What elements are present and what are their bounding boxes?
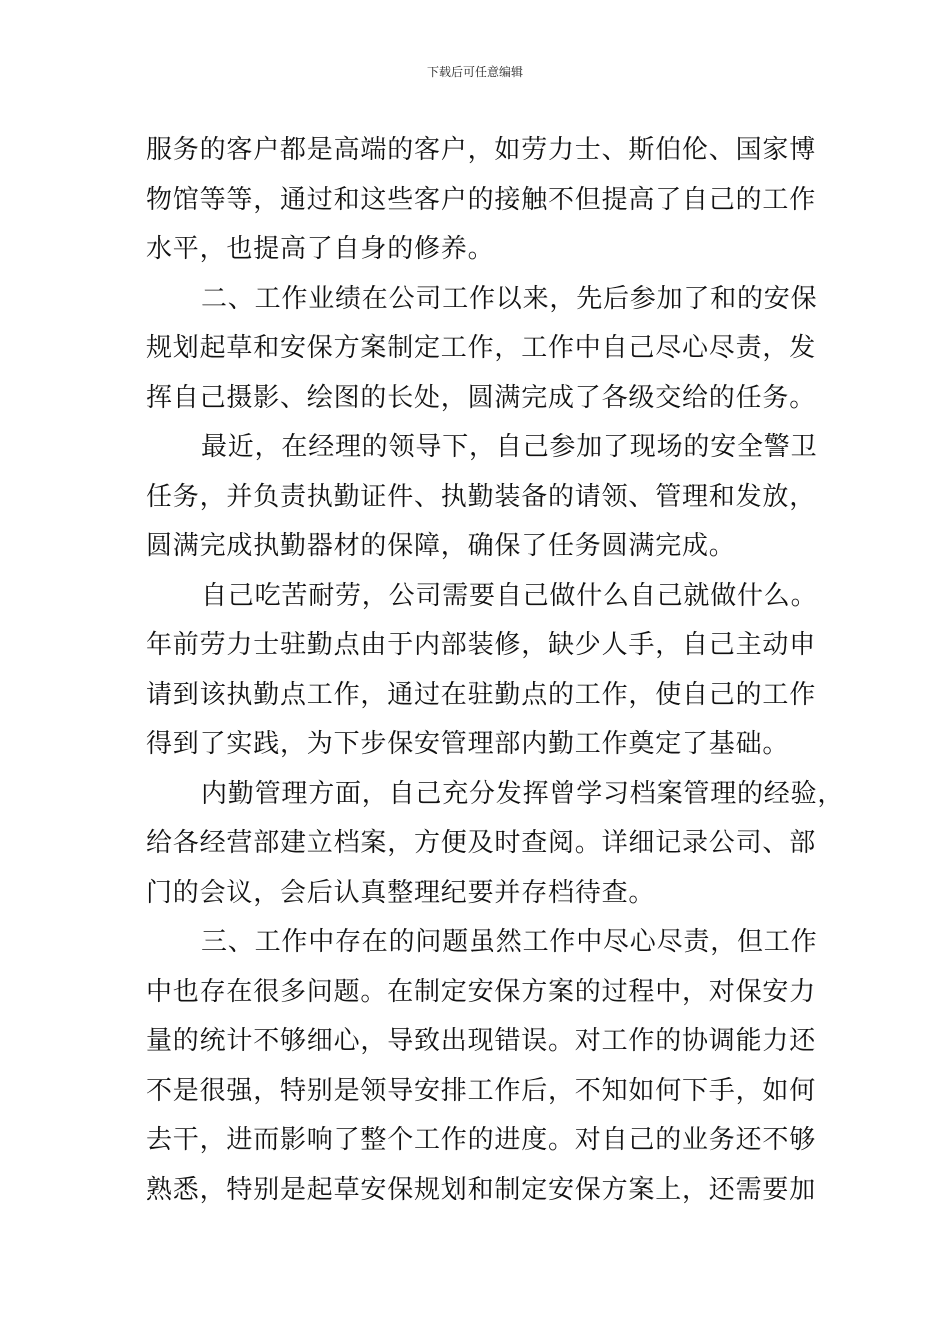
paragraph: [146, 126, 817, 275]
paragraph: [146, 770, 845, 919]
page-header: 下载后可任意编辑: [426, 65, 523, 79]
text-line: 中也存在很多问题。在制定安保方案的过程中，对保安力: [146, 976, 817, 1007]
text-line: 熟悉，特别是起草安保规划和制定安保方案上，还需要加: [146, 1174, 817, 1205]
text-line: 物馆等等，通过和这些客户的接触不但提高了自己的工作: [146, 184, 817, 215]
text-line: 门的会议，会后认真整理纪要并存档待查。: [146, 877, 656, 908]
text-line: 挥自己摄影、绘图的长处，圆满完成了各级交给的任务。: [146, 382, 817, 413]
paragraph: [146, 423, 818, 572]
text-line: 去干，进而影响了整个工作的进度。对自己的业务还不够: [146, 1125, 817, 1155]
text-line: 不是很强，特别是领导安排工作后，不知如何下手，如何: [146, 1075, 817, 1106]
text-line: 量的统计不够细心，导致出现错误。对工作的协调能力还: [146, 1026, 817, 1056]
text-line: 圆满完成执勤器材的保障，确保了任务圆满完成。: [146, 531, 736, 561]
paragraph: [146, 275, 818, 424]
text-line: 得到了实践，为下步保安管理部内勤工作奠定了基础。: [146, 729, 790, 759]
text-line: 二、工作业绩在公司工作以来，先后参加了和的安保: [201, 283, 818, 314]
text-line: 年前劳力士驻勤点由于内部装修，缺少人手，自己主动申: [146, 630, 817, 660]
text-line: 三、工作中存在的问题虽然工作中尽心尽责，但工作: [201, 927, 818, 957]
text-line: 请到该执勤点工作，通过在驻勤点的工作，使自己的工作: [146, 679, 817, 710]
text-line: 内勤管理方面，自己充分发挥曾学习档案管理的经验，: [201, 778, 845, 809]
text-line: 最近，在经理的领导下，自己参加了现场的安全警卫: [201, 432, 818, 462]
text-line: 任务，并负责执勤证件、执勤装备的请领、管理和发放，: [146, 481, 817, 512]
paragraph: [146, 572, 818, 770]
text-line: 服务的客户都是高端的客户，如劳力士、斯伯伦、国家博: [146, 135, 817, 165]
document-body: [146, 126, 845, 1215]
paragraph: [146, 918, 818, 1215]
text-line: 水平，也提高了自身的修养。: [146, 234, 495, 264]
text-line: 规划起草和安保方案制定工作，工作中自己尽心尽责，发: [146, 333, 817, 363]
text-line: 给各经营部建立档案，方便及时查阅。详细记录公司、部: [146, 828, 817, 858]
text-line: 自己吃苦耐劳，公司需要自己做什么自己就做什么。: [201, 580, 818, 611]
